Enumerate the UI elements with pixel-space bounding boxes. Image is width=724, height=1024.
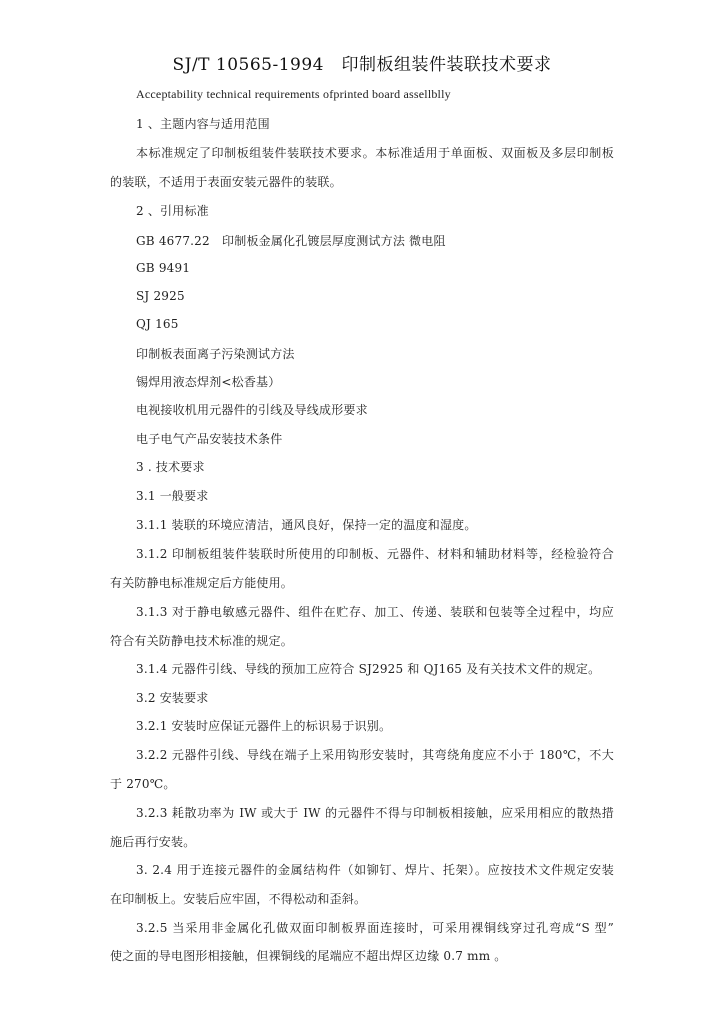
subsection-heading: 3.1 一般要求 (136, 489, 209, 503)
subsection-heading: 3.2 安装要求 (136, 691, 209, 705)
paragraph-line: 施后再行安装。 (110, 835, 196, 849)
paragraph-line: 3.2.3 耗散功率为 IW 或大于 IW 的元器件不得与印制板相接触，应采用相应的散热措 (136, 806, 614, 820)
english-subtitle: Acceptability technical requirements ofprinted board assellblly (136, 87, 451, 101)
paragraph-line: 3.2.1 安装时应保证元器件上的标识易于识别。 (136, 719, 392, 733)
paragraph-line: 本标准规定了印制板组装件装联技术要求。本标准适用于单面板、双面板及多层印制板 (136, 146, 614, 160)
reference-item: 电视接收机用元器件的引线及导线成形要求 (136, 403, 368, 417)
section-heading: 3 . 技术要求 (136, 460, 205, 474)
paragraph-line: 使之面的导电图形相接触，但裸铜线的尾端应不超出焊区边缘 0.7 mm 。 (110, 949, 507, 963)
reference-item: 电子电气产品安装技术条件 (136, 432, 283, 446)
document-title: SJ/T 10565-1994 印制板组装件装联技术要求 (172, 55, 552, 75)
paragraph-line: 的装联，不适用于表面安装元器件的装联。 (110, 175, 342, 189)
paragraph-line: 3.1.2 印制板组装件装联时所使用的印制板、元器件、材料和辅助材料等，经检验符合 (136, 547, 614, 561)
reference-item: GB 9491 (136, 261, 191, 275)
section-heading: 2 、引用标准 (136, 204, 209, 218)
reference-item: GB 4677.22 印制板金属化孔镀层厚度测试方法 微电阻 (136, 234, 446, 248)
reference-item: 印制板表面离子污染测试方法 (136, 347, 295, 361)
paragraph-line: 于 270℃。 (110, 777, 176, 791)
paragraph-line: 3.2.5 当采用非金属化孔做双面印制板界面连接时，可采用裸铜线穿过孔弯成“S 型” (136, 921, 614, 935)
paragraph-line: 3.1.3 对于静电敏感元器件、组件在贮存、加工、传递、装联和包装等全过程中，均应 (136, 605, 614, 619)
paragraph-line: 3.1.4 元器件引线、导线的预加工应符合 SJ2925 和 QJ165 及有关技术文件的规定。 (136, 662, 601, 676)
paragraph-line: 有关防静电标准规定后方能使用。 (110, 576, 294, 590)
paragraph-line: 3.2.2 元器件引线、导线在端子上采用钩形安装时，其弯绕角度应不小于 180℃，不大 (136, 748, 614, 762)
paragraph-line: 在印制板上。安装后应牢固，不得松动和歪斜。 (110, 892, 367, 906)
paragraph-line: 3. 2.4 用于连接元器件的金属结构件（如铆钉、焊片、托架）。应按技术文件规定安装 (136, 863, 614, 877)
paragraph-line: 3.1.1 装联的环境应清洁，通风良好，保持一定的温度和湿度。 (136, 518, 477, 532)
paragraph-line: 符合有关防静电技术标准的规定。 (110, 634, 294, 648)
reference-item: QJ 165 (136, 317, 179, 331)
reference-item: 锡焊用液态焊剂<松香基） (136, 375, 281, 389)
section-heading: 1 、主题内容与适用范围 (136, 117, 270, 131)
reference-item: SJ 2925 (136, 289, 185, 303)
